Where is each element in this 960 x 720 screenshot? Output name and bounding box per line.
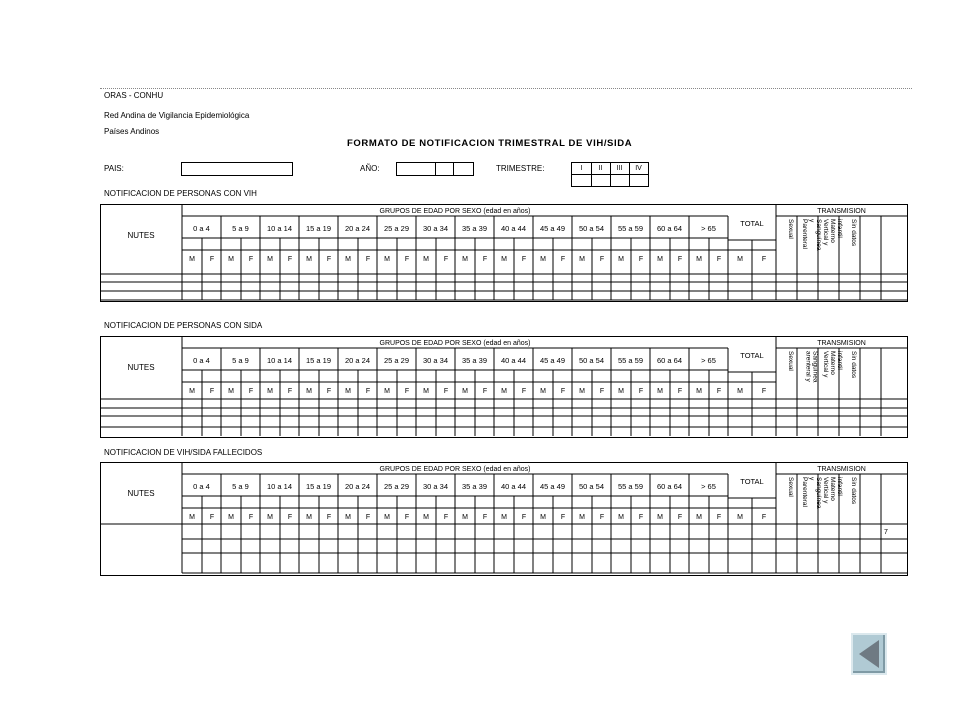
- total-header: TOTAL: [740, 351, 764, 360]
- sex-f-label: F: [248, 514, 254, 521]
- sex-m-label: M: [306, 514, 312, 521]
- sex-f-label: F: [677, 256, 683, 263]
- sex-m-label: M: [306, 256, 312, 263]
- age-group-label: 25 a 29: [383, 482, 410, 491]
- sex-m-label: M: [267, 256, 273, 263]
- transmission-label: Sin datos: [850, 351, 857, 379]
- sex-m-label: M: [345, 514, 351, 521]
- total-f-label: F: [761, 514, 767, 521]
- transmission-label: infantil: [836, 351, 844, 370]
- age-group-label: 0 a 4: [193, 356, 210, 365]
- sex-f-label: F: [716, 388, 722, 395]
- age-group-label: > 65: [701, 224, 716, 233]
- age-group-label: 55 a 59: [617, 482, 644, 491]
- sex-m-label: M: [540, 388, 546, 395]
- sex-m-label: M: [657, 256, 663, 263]
- sex-f-label: F: [482, 388, 488, 395]
- sex-f-label: F: [404, 256, 410, 263]
- sex-f-label: F: [677, 514, 683, 521]
- sex-m-label: M: [462, 256, 468, 263]
- sex-f-label: F: [209, 514, 215, 521]
- sex-m-label: M: [462, 514, 468, 521]
- sex-f-label: F: [404, 388, 410, 395]
- age-group-label: 30 a 34: [422, 482, 449, 491]
- sex-f-label: F: [326, 514, 332, 521]
- age-group-label: 5 a 9: [232, 482, 249, 491]
- sex-f-label: F: [638, 256, 644, 263]
- total-header: TOTAL: [740, 477, 764, 486]
- transmission-label: Parenteral: [800, 219, 808, 249]
- age-group-label: 0 a 4: [193, 224, 210, 233]
- quarter-iii[interactable]: III: [616, 165, 623, 172]
- pais-field[interactable]: [181, 162, 293, 176]
- age-group-label: 40 a 44: [500, 356, 527, 365]
- transmission-label: infantil: [836, 477, 844, 496]
- quarter-ii[interactable]: II: [598, 165, 603, 172]
- pais-label: PAIS:: [104, 164, 124, 173]
- transmission-label: Vertical y: [821, 351, 829, 378]
- sex-m-label: M: [462, 388, 468, 395]
- age-group-label: 45 a 49: [539, 224, 566, 233]
- nutes-header: NUTES: [127, 363, 155, 372]
- total-m-label: M: [737, 388, 743, 395]
- age-group-label: 45 a 49: [539, 482, 566, 491]
- age-group-label: 50 a 54: [578, 356, 605, 365]
- sex-m-label: M: [189, 514, 195, 521]
- cell-value: 7: [884, 529, 888, 536]
- transmission-label: Materno: [829, 351, 836, 375]
- sex-m-label: M: [189, 256, 195, 263]
- sex-m-label: M: [384, 256, 390, 263]
- age-group-label: 25 a 29: [383, 356, 410, 365]
- nutes-header: NUTES: [127, 231, 155, 240]
- age-group-label: 0 a 4: [193, 482, 210, 491]
- sex-m-label: M: [306, 388, 312, 395]
- age-group-label: 10 a 14: [266, 356, 293, 365]
- sex-m-label: M: [501, 514, 507, 521]
- sex-m-label: M: [228, 388, 234, 395]
- sex-m-label: M: [618, 514, 624, 521]
- transmission-label: Vertical y: [821, 477, 829, 504]
- sex-f-label: F: [521, 388, 527, 395]
- age-group-label: 60 a 64: [656, 224, 683, 233]
- sex-m-label: M: [228, 256, 234, 263]
- sex-f-label: F: [599, 256, 605, 263]
- sex-m-label: M: [657, 388, 663, 395]
- transmission-header: TRANSMISION: [817, 340, 866, 347]
- back-button[interactable]: [851, 633, 887, 675]
- sex-f-label: F: [482, 514, 488, 521]
- transmission-label: infantil: [836, 219, 844, 238]
- trimestre-field[interactable]: [571, 162, 649, 187]
- sex-f-label: F: [326, 388, 332, 395]
- sex-m-label: M: [579, 256, 585, 263]
- sex-m-label: M: [423, 256, 429, 263]
- total-f-label: F: [761, 388, 767, 395]
- sex-f-label: F: [443, 388, 449, 395]
- age-group-label: 15 a 19: [305, 224, 332, 233]
- sex-f-label: F: [365, 388, 371, 395]
- age-group-label: 25 a 29: [383, 224, 410, 233]
- sex-m-label: M: [384, 514, 390, 521]
- sex-f-label: F: [482, 256, 488, 263]
- fallecidos-table: [100, 462, 910, 576]
- quarter-i[interactable]: I: [580, 165, 583, 172]
- sex-m-label: M: [618, 256, 624, 263]
- sex-f-label: F: [599, 388, 605, 395]
- sex-f-label: F: [248, 256, 254, 263]
- sex-m-label: M: [345, 256, 351, 263]
- sex-m-label: M: [384, 388, 390, 395]
- trimestre-label: TRIMESTRE:: [496, 164, 545, 173]
- transmission-label: Sexual: [787, 351, 794, 371]
- total-m-label: M: [737, 256, 743, 263]
- vih-table: [100, 204, 910, 302]
- quarter-iv[interactable]: IV: [635, 165, 642, 172]
- sex-m-label: M: [189, 388, 195, 395]
- sex-m-label: M: [696, 256, 702, 263]
- age-group-label: 10 a 14: [266, 224, 293, 233]
- top-divider: [100, 88, 912, 89]
- sex-f-label: F: [209, 256, 215, 263]
- transmission-label: Materno: [829, 477, 836, 501]
- age-group-label: 20 a 24: [344, 356, 371, 365]
- age-group-label: 5 a 9: [232, 224, 249, 233]
- transmission-label: Sin datos: [850, 219, 857, 247]
- transmission-label: Sexual: [787, 477, 794, 497]
- section-title-sida: NOTIFICACION DE PERSONAS CON SIDA: [104, 321, 263, 330]
- sex-f-label: F: [560, 256, 566, 263]
- transmission-label: Sin datos: [850, 477, 857, 505]
- sex-f-label: F: [326, 256, 332, 263]
- sex-m-label: M: [696, 514, 702, 521]
- sex-m-label: M: [579, 388, 585, 395]
- age-group-label: 20 a 24: [344, 482, 371, 491]
- age-group-label: 30 a 34: [422, 224, 449, 233]
- transmission-label: Parenteral: [800, 477, 808, 507]
- section-title-vih: NOTIFICACION DE PERSONAS CON VIH: [104, 189, 257, 198]
- sex-f-label: F: [209, 388, 215, 395]
- age-group-label: 55 a 59: [617, 356, 644, 365]
- triangle-left-icon: [853, 635, 885, 673]
- sex-f-label: F: [521, 256, 527, 263]
- age-group-label: > 65: [701, 356, 716, 365]
- age-group-label: 10 a 14: [266, 482, 293, 491]
- form-title: FORMATO DE NOTIFICACION TRIMESTRAL DE VIH/SIDA: [347, 138, 633, 149]
- age-group-label: 35 a 39: [461, 356, 488, 365]
- sex-m-label: M: [657, 514, 663, 521]
- ano-label: AÑO:: [360, 164, 380, 173]
- sex-f-label: F: [560, 514, 566, 521]
- sida-table: [100, 336, 910, 438]
- age-group-label: 20 a 24: [344, 224, 371, 233]
- total-f-label: F: [761, 256, 767, 263]
- age-group-label: 50 a 54: [578, 482, 605, 491]
- sex-m-label: M: [267, 514, 273, 521]
- sex-m-label: M: [579, 514, 585, 521]
- sex-f-label: F: [677, 388, 683, 395]
- transmission-header: TRANSMISION: [817, 466, 866, 473]
- sex-m-label: M: [423, 388, 429, 395]
- age-group-label: > 65: [701, 482, 716, 491]
- sex-m-label: M: [423, 514, 429, 521]
- transmission-label: Sanguínea: [811, 351, 819, 383]
- sex-f-label: F: [638, 514, 644, 521]
- age-group-label: 30 a 34: [422, 356, 449, 365]
- sex-f-label: F: [404, 514, 410, 521]
- age-groups-header: GRUPOS DE EDAD POR SEXO (edad en años): [379, 466, 531, 473]
- sex-f-label: F: [638, 388, 644, 395]
- network-name: Red Andina de Vigilancia Epidemiológica: [104, 111, 250, 120]
- age-group-label: 5 a 9: [232, 356, 249, 365]
- age-group-label: 50 a 54: [578, 224, 605, 233]
- nutes-header: NUTES: [127, 489, 155, 498]
- ano-field[interactable]: [396, 162, 474, 176]
- age-group-label: 35 a 39: [461, 224, 488, 233]
- transmission-header: TRANSMISION: [817, 208, 866, 215]
- section-title-fallecidos: NOTIFICACION DE VIH/SIDA FALLECIDOS: [104, 448, 263, 457]
- transmission-label: y: [808, 219, 815, 223]
- sex-f-label: F: [287, 388, 293, 395]
- transmission-label: Sexual: [787, 219, 794, 239]
- sex-m-label: M: [618, 388, 624, 395]
- sex-m-label: M: [345, 388, 351, 395]
- sex-f-label: F: [365, 514, 371, 521]
- sex-m-label: M: [540, 256, 546, 263]
- age-group-label: 40 a 44: [500, 482, 527, 491]
- sex-f-label: F: [248, 388, 254, 395]
- sex-m-label: M: [267, 388, 273, 395]
- sex-f-label: F: [599, 514, 605, 521]
- age-groups-header: GRUPOS DE EDAD POR SEXO (edad en años): [379, 340, 531, 347]
- sex-f-label: F: [287, 256, 293, 263]
- org-name: ORAS - CONHU: [104, 91, 164, 100]
- transmission-label: Sanguínea: [815, 477, 823, 509]
- sex-m-label: M: [696, 388, 702, 395]
- sex-m-label: M: [228, 514, 234, 521]
- sex-f-label: F: [521, 514, 527, 521]
- total-header: TOTAL: [740, 219, 764, 228]
- sex-f-label: F: [443, 256, 449, 263]
- transmission-label: Materno: [829, 219, 836, 243]
- total-m-label: M: [737, 514, 743, 521]
- age-group-label: 15 a 19: [305, 356, 332, 365]
- age-groups-header: GRUPOS DE EDAD POR SEXO (edad en años): [379, 208, 531, 215]
- sex-f-label: F: [443, 514, 449, 521]
- age-group-label: 55 a 59: [617, 224, 644, 233]
- sex-f-label: F: [560, 388, 566, 395]
- age-group-label: 15 a 19: [305, 482, 332, 491]
- countries-label: Países Andinos: [104, 127, 160, 136]
- sex-m-label: M: [501, 388, 507, 395]
- age-group-label: 60 a 64: [656, 356, 683, 365]
- age-group-label: 35 a 39: [461, 482, 488, 491]
- sex-f-label: F: [716, 514, 722, 521]
- transmission-label: y: [808, 477, 815, 481]
- transmission-label: Sanguínea: [815, 219, 823, 251]
- sex-f-label: F: [365, 256, 371, 263]
- age-group-label: 40 a 44: [500, 224, 527, 233]
- sex-f-label: F: [287, 514, 293, 521]
- sex-m-label: M: [501, 256, 507, 263]
- age-group-label: 45 a 49: [539, 356, 566, 365]
- transmission-label: Vertical y: [821, 219, 829, 246]
- transmission-label: arenteral y: [804, 351, 812, 382]
- age-group-label: 60 a 64: [656, 482, 683, 491]
- sex-f-label: F: [716, 256, 722, 263]
- sex-m-label: M: [540, 514, 546, 521]
